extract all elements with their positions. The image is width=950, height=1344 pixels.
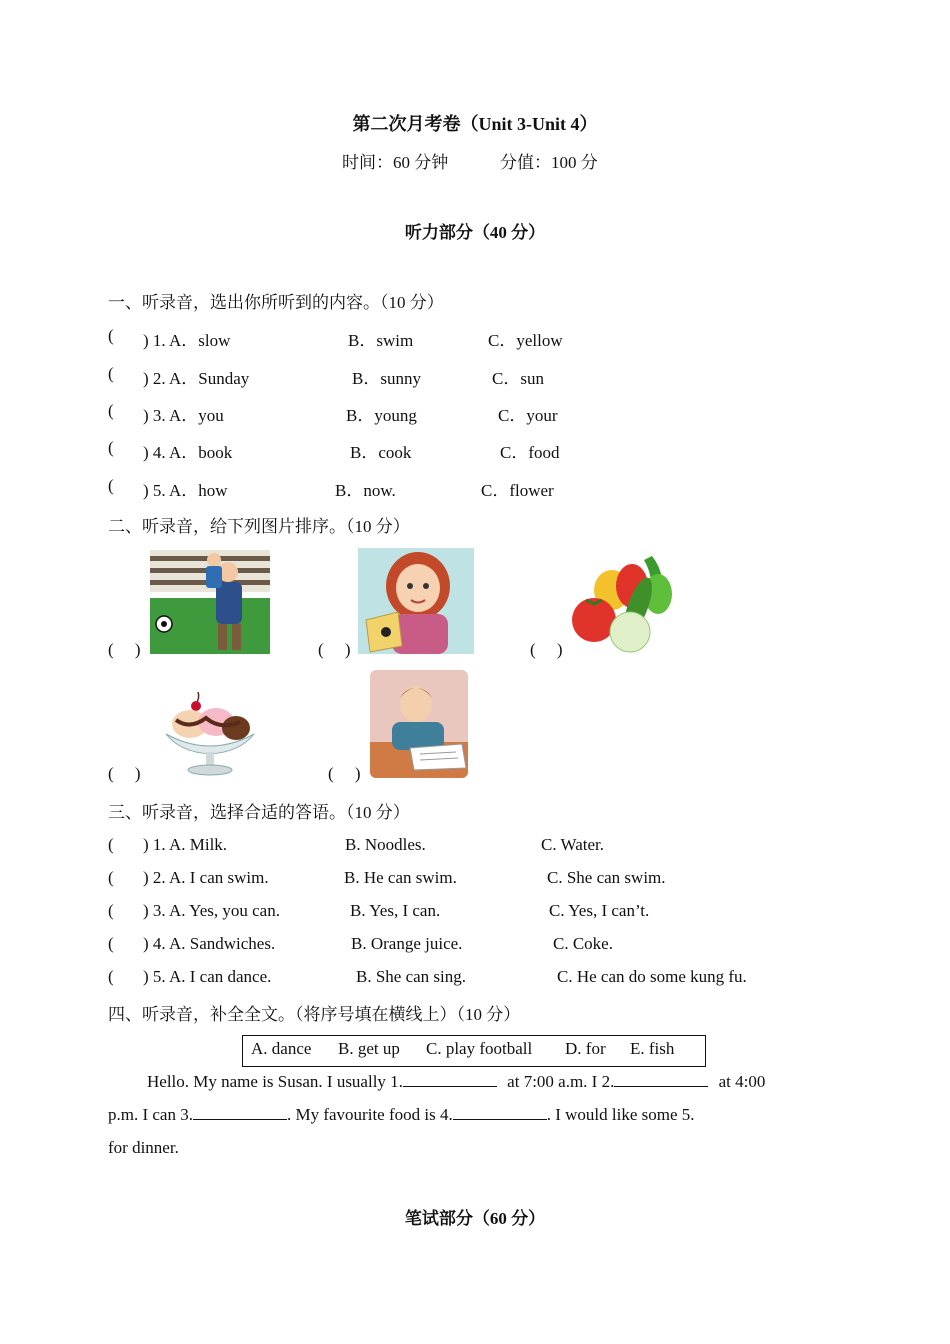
listening-header: 听力部分（40 分） bbox=[404, 223, 546, 242]
option-b: B. Noodles. bbox=[345, 835, 426, 854]
section1-title: 一、听录音，选出你所听到的内容。（10 分） bbox=[108, 293, 444, 312]
option-b: B．young bbox=[346, 406, 417, 425]
option-c: C. He can do some kung fu. bbox=[557, 967, 747, 986]
section3-title: 三、听录音，选择合适的答语。（10 分） bbox=[108, 803, 410, 822]
option-c: C．food bbox=[500, 443, 560, 462]
option-b: B．swim bbox=[348, 331, 414, 350]
written-header: 笔试部分（60 分） bbox=[404, 1209, 546, 1228]
answer-paren[interactable]: ( bbox=[108, 934, 114, 953]
word-bank-item: A. dance bbox=[251, 1039, 312, 1058]
option-a: ) 1. A．slow bbox=[143, 331, 231, 350]
word-bank-item: B. get up bbox=[338, 1039, 400, 1058]
option-c: C. Coke. bbox=[553, 934, 613, 953]
answer-paren-5[interactable]: ( ) bbox=[328, 764, 361, 783]
answer-paren[interactable]: ( bbox=[108, 364, 114, 383]
score-info: 分值：100 分 bbox=[500, 153, 598, 172]
answer-paren[interactable]: ( bbox=[108, 401, 114, 420]
girl-reading-image bbox=[358, 548, 474, 654]
option-c: C．sun bbox=[492, 369, 544, 388]
answer-paren[interactable]: ( bbox=[108, 835, 114, 854]
option-b: B．sunny bbox=[352, 369, 421, 388]
option-c: C．yellow bbox=[488, 331, 563, 350]
option-b: B. Orange juice. bbox=[351, 934, 463, 953]
option-b: B. He can swim. bbox=[344, 868, 457, 887]
blank-4[interactable] bbox=[453, 1105, 547, 1120]
answer-paren-3[interactable]: ( ) bbox=[530, 640, 563, 659]
option-a: ) 4. A．book bbox=[143, 443, 233, 462]
option-a: ) 2. A．Sunday bbox=[143, 369, 250, 388]
answer-paren[interactable]: ( bbox=[108, 326, 114, 345]
option-b: B．now. bbox=[335, 481, 396, 500]
passage-line-3: for dinner. bbox=[108, 1138, 179, 1157]
word-bank-item: D. for bbox=[565, 1039, 606, 1058]
answer-paren[interactable]: ( bbox=[108, 868, 114, 887]
blank-1[interactable] bbox=[403, 1072, 497, 1087]
answer-paren[interactable]: ( bbox=[108, 476, 114, 495]
option-a: ) 5. A．how bbox=[143, 481, 228, 500]
answer-paren[interactable]: ( bbox=[108, 438, 114, 457]
word-bank-item: E. fish bbox=[630, 1039, 675, 1058]
option-b: B. Yes, I can. bbox=[350, 901, 441, 920]
option-a: ) 5. A. I can dance. bbox=[143, 967, 272, 986]
passage-line-1: Hello. My name is Susan. I usually 1. at 7:00 a.m. I 2. at 4:00 bbox=[147, 1072, 766, 1091]
boy-writing-image bbox=[370, 670, 468, 778]
option-a: ) 3. A. Yes, you can. bbox=[143, 901, 280, 920]
option-a: ) 3. A．you bbox=[143, 406, 224, 425]
option-c: C．flower bbox=[481, 481, 554, 500]
answer-paren[interactable]: ( bbox=[108, 967, 114, 986]
football-player-image bbox=[150, 550, 270, 654]
answer-paren[interactable]: ( bbox=[108, 901, 114, 920]
word-bank-item: C. play football bbox=[426, 1039, 533, 1058]
section4-title: 四、听录音，补全全文。（将序号填在横线上）（10 分） bbox=[108, 1005, 521, 1024]
option-b: B. She can sing. bbox=[356, 967, 467, 986]
page-title: 第二次月考卷（Unit 3-Unit 4） bbox=[352, 114, 598, 134]
blank-3[interactable] bbox=[193, 1105, 287, 1120]
option-a: ) 2. A. I can swim. bbox=[143, 868, 269, 887]
passage-line-2: p.m. I can 3. . My favourite food is 4. . I would like some 5. bbox=[108, 1105, 695, 1124]
option-a: ) 4. A. Sandwiches. bbox=[143, 934, 276, 953]
answer-paren-4[interactable]: ( ) bbox=[108, 764, 141, 783]
option-c: C. Water. bbox=[541, 835, 605, 854]
section2-title: 二、听录音，给下列图片排序。（10 分） bbox=[108, 517, 410, 536]
option-b: B．cook bbox=[350, 443, 412, 462]
ice-cream-sundae-image bbox=[160, 688, 260, 778]
option-c: C．your bbox=[498, 406, 558, 425]
option-c: C. Yes, I can’t. bbox=[549, 901, 650, 920]
word-bank-box bbox=[242, 1035, 706, 1067]
answer-paren-1[interactable]: ( ) bbox=[108, 640, 141, 659]
answer-paren-2[interactable]: ( ) bbox=[318, 640, 351, 659]
blank-2[interactable] bbox=[614, 1072, 708, 1087]
time-info: 时间：60 分钟 bbox=[342, 153, 449, 172]
option-a: ) 1. A. Milk. bbox=[143, 835, 228, 854]
vegetables-image bbox=[568, 546, 678, 656]
option-c: C. She can swim. bbox=[547, 868, 666, 887]
